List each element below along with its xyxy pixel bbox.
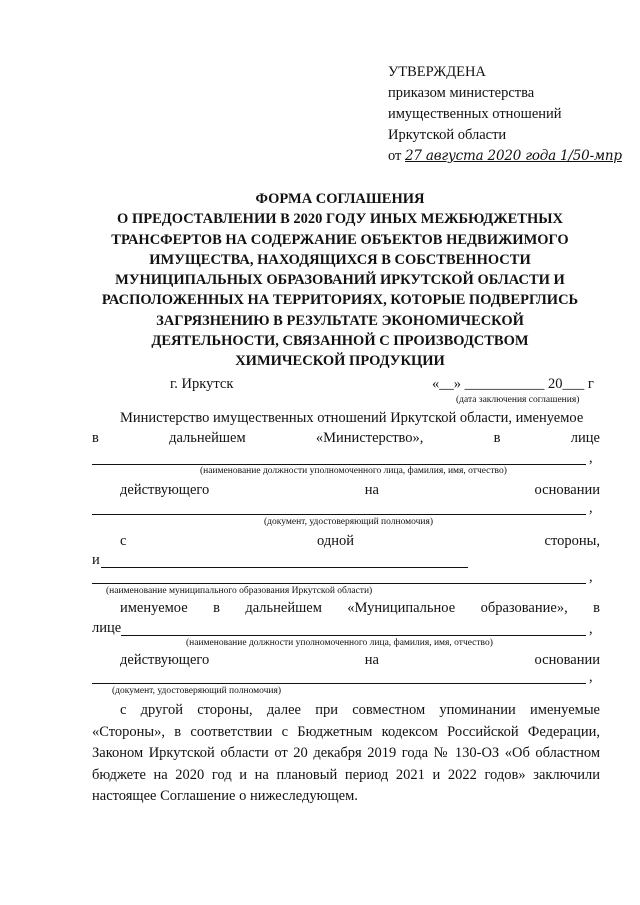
- title-line: ФОРМА СОГЛАШЕНИЯ: [255, 191, 425, 207]
- title-line: ТРАНСФЕРТОВ НА СОДЕРЖАНИЕ ОБЪЕКТОВ НЕДВИЖИМОГО: [111, 231, 569, 248]
- date-template: «__» ___________ 20___ г: [432, 376, 594, 392]
- approval-heading: УТВЕРЖДЕНА: [388, 64, 486, 80]
- municipality-caption: (наименование муниципального образования Иркутской области): [106, 586, 373, 596]
- title-line: МУНИЦИПАЛЬНЫХ ОБРАЗОВАНИЙ ИРКУТСКОЙ ОБЛАСТИ И: [115, 272, 565, 289]
- title-line: ДЕЯТЕЛЬНОСТИ, СВЯЗАННОЙ С ПРОИЗВОДСТВОМ: [151, 333, 529, 350]
- acting-basis-line: [120, 482, 600, 499]
- document-title: [60, 189, 620, 372]
- official-name-blank-2: [121, 635, 586, 636]
- word: стороны,: [544, 533, 600, 549]
- date-caption: (дата заключения соглашения): [456, 395, 580, 405]
- approval-block: [388, 62, 622, 167]
- word: «Муниципальное: [347, 600, 456, 616]
- word: именуемое: [120, 600, 188, 616]
- word: дальнейшем: [245, 600, 322, 616]
- word: дальнейшем: [169, 430, 246, 446]
- comma: ,: [589, 621, 593, 637]
- document-caption: (документ, удостоверяющий полномочия): [264, 517, 434, 527]
- comma: ,: [589, 669, 593, 685]
- document-caption-2: (документ, удостоверяющий полномочия): [112, 686, 282, 696]
- word: в: [92, 430, 99, 446]
- word: «Министерство»,: [315, 430, 424, 446]
- word: в: [593, 600, 600, 616]
- word: на: [364, 652, 379, 668]
- word: одной: [316, 533, 354, 549]
- title-line: ЗАГРЯЗНЕНИЮ В РЕЗУЛЬТАТЕ ЭКОНОМИЧЕСКОЙ: [156, 312, 524, 329]
- approval-from-prefix: от: [388, 148, 402, 164]
- comma: ,: [589, 450, 593, 466]
- handwritten-order-date: 27 августа 2020 года 1/50-мпр: [405, 148, 622, 164]
- acting-basis-line-2: [120, 652, 600, 669]
- approval-line-3: Иркутской области: [388, 127, 507, 143]
- face-prefix: лице: [92, 620, 122, 636]
- document-blank: [92, 514, 586, 515]
- word: в: [493, 430, 501, 446]
- official-caption: (наименование должности уполномоченного лица, фамилия, имя, отчество): [200, 466, 507, 476]
- word: действующего: [120, 482, 210, 498]
- official-name-blank: [92, 464, 586, 465]
- word: действующего: [120, 652, 210, 668]
- title-line: О ПРЕДОСТАВЛЕНИИ В 2020 ГОДУ ИНЫХ МЕЖБЮДЖЕТНЫХ: [117, 211, 563, 228]
- municipality-blank-1: [101, 567, 468, 568]
- one-side-line: [120, 533, 600, 550]
- approval-line-1: приказом министерства: [388, 85, 535, 101]
- municipal-named-line: [120, 600, 600, 617]
- comma: ,: [589, 500, 593, 516]
- municipality-blank-2: [92, 583, 586, 584]
- title-line: РАСПОЛОЖЕННЫХ НА ТЕРРИТОРИЯХ, КОТОРЫЕ ПОДВЕРГЛИСЬ: [101, 292, 579, 309]
- word: на: [364, 482, 379, 498]
- document-blank-2: [92, 683, 586, 684]
- word: лице: [570, 430, 600, 446]
- word: с: [120, 533, 127, 549]
- ministry-intro: Министерство имущественных отношений Иркутской области, именуемое: [120, 410, 584, 426]
- comma: ,: [589, 569, 593, 585]
- title-line: ИМУЩЕСТВА, НАХОДЯЩИХСЯ В СОБСТВЕННОСТИ: [149, 251, 531, 268]
- city-name: г. Иркутск: [170, 376, 234, 392]
- final-paragraph-text: с другой стороны, далее при совместном упоминании именуемые «Стороны», в соответствии с Бюджетным кодексом Российской Федерации, Законом Иркутской области от 20 декабря 2019 года № 130-ОЗ «Об областном бюджете на 2020 год и на плановый период 2021 и 2022 годов» заключили настоящее Соглашение о нижеследующем.: [92, 702, 600, 804]
- title-line: ХИМИЧЕСКОЙ ПРОДУКЦИИ: [235, 353, 445, 370]
- word: в: [213, 600, 220, 616]
- approval-line-2: имущественных отношений: [388, 106, 562, 122]
- ministry-intro-cont: [92, 430, 600, 447]
- final-paragraph: [92, 700, 600, 808]
- approval-date-line: [388, 146, 622, 167]
- word: образование»,: [480, 600, 568, 616]
- word: основании: [534, 482, 600, 498]
- official-caption-2: (наименование должности уполномоченного лица, фамилия, имя, отчество): [186, 638, 493, 648]
- and-prefix: и: [92, 552, 100, 568]
- word: основании: [534, 652, 600, 668]
